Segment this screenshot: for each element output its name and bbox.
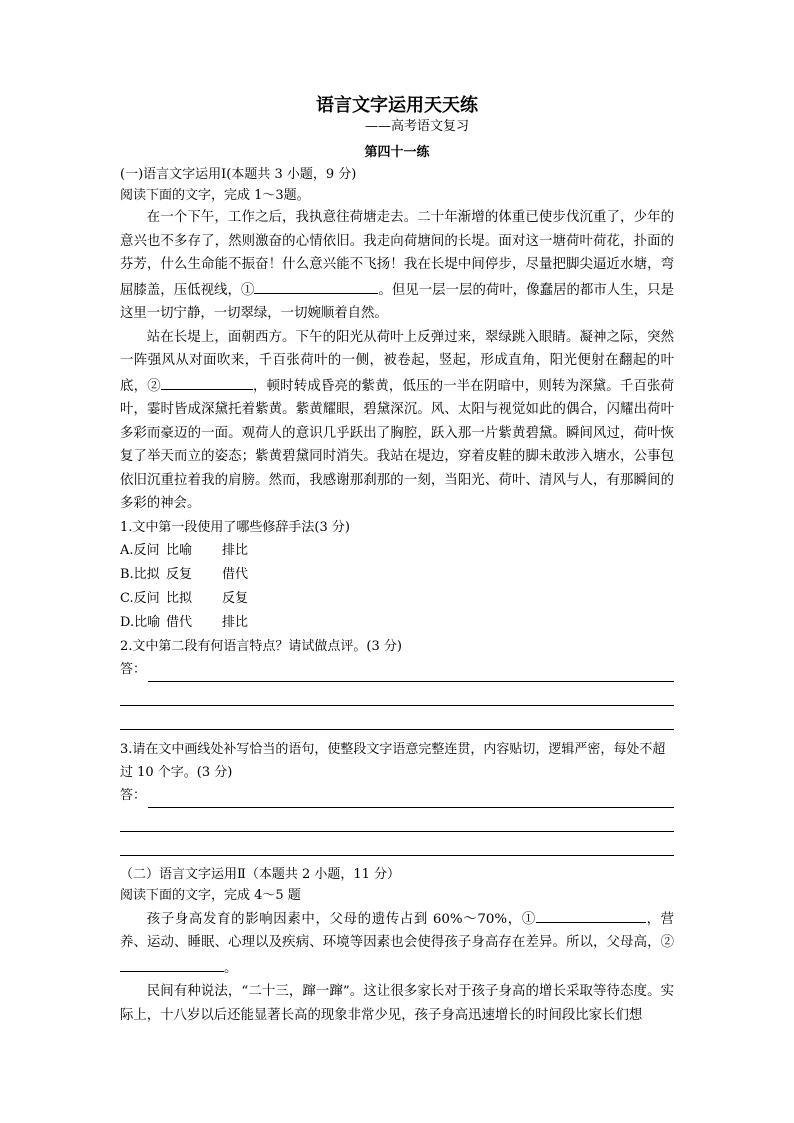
answer-2-line-2[interactable] (120, 682, 674, 706)
answer-2-line[interactable] (148, 667, 674, 682)
question-3: 3.请在文中画线处补写恰当的语句，使整段文字语意完整连贯，内容贴切，逻辑严密，每处不超过 10 个字。(3 分) (120, 741, 666, 780)
p2-para1-text-a: 孩子身高发育的影响因素中，父母的遗传占到 60%～70%， (146, 911, 522, 927)
part2-heading: （二）语言文字运用Ⅱ（本题共 2 小题，11 分） (120, 866, 401, 882)
option-d[interactable] (120, 611, 674, 635)
para1-text-a: 在一个下午，工作之后，我执意往荷塘走去。二十年渐增的体重已使步伐沉重了，少年的意兴也不多存了，然则激奋的心情依旧。我走向荷塘间的长堤。面对这一塘荷叶荷花，扑面的芬芳，什么生命能不振奋！什么意兴能不飞扬！我在长堤中间停步，尽量把脚尖逼近水塘，弯屈膝盖，压低视线， (120, 210, 674, 298)
p2-blank-marker-1: ① (521, 911, 536, 927)
fill-blank-1[interactable] (254, 277, 378, 294)
answer-3-row[interactable] (120, 785, 674, 808)
option-c-c: 反复 (222, 591, 249, 606)
p2-para1-text-b: ，营养、运动、睡眠、心理以及疾病、环境等因素也会使得孩子身高存在差异。所以，父母高， (120, 911, 675, 950)
option-c-b: 比拟 (166, 591, 193, 606)
option-b[interactable] (120, 563, 674, 587)
option-c-label: C.反问 (120, 591, 160, 606)
para2-text-a: 站在长堤上，面朝西方。下午的阳光从荷叶上反弹过来，翠绿跳入眼睛。凝神之际，突然一阵强风从对面吹来，千百张荷叶的一侧，被卷起，竖起，形成直角，阳光便射在翻起的叶底， (120, 329, 674, 394)
part1-heading: (一)语言文字运用Ⅰ(本题共 3 小题，9 分) (120, 167, 357, 182)
option-a[interactable] (120, 539, 674, 563)
option-b-c: 借代 (222, 567, 249, 582)
question-2: 2.文中第二段有何语言特点？请试做点评。(3 分) (120, 639, 402, 654)
question-1-options (120, 539, 674, 635)
document-title: 语言文字运用天天练 (316, 95, 478, 116)
option-a-label: A.反问 (120, 543, 160, 558)
answer-2-label: 答： (120, 662, 147, 677)
document-page (120, 94, 674, 1027)
question-1: 1.文中第一段使用了哪些修辞手法(3 分) (120, 519, 350, 535)
option-b-b: 反复 (166, 567, 193, 582)
para2-text-b: ，顿时转成昏亮的紫黄，低压的一半在阴暗中，则转为深黛。千百张荷叶，霎时皆成深黛托着紫黄。紫黄耀眼，碧黛深沉。风、太阳与视觉如此的偶合，闪耀出荷叶多彩而豪迈的一面。观荷人的意识几乎跃出了胸腔，跃入那一片紫黄碧黛。瞬间风过，荷叶恢复了举天而立的姿态；紫黄碧黛同时消失。我站在堤边，穿着皮鞋的脚未敢涉入塘水，公事包依旧沉重拉着我的肩膀。然而，我感谢那刹那的一刻，当阳光、荷叶、清风与人，有那瞬间的多彩的神会。 (120, 378, 675, 511)
part1-paragraph-2 (120, 326, 674, 516)
blank-marker-1: ① (240, 282, 255, 298)
answer-3-line[interactable] (148, 793, 674, 808)
option-d-label: D.比喻 (120, 615, 161, 630)
part1-paragraph-1 (120, 206, 674, 326)
option-a-b: 比喻 (166, 543, 193, 558)
lesson-number: 第四十一练 (364, 145, 430, 160)
p2-fill-blank-2[interactable] (120, 955, 224, 972)
fill-blank-2[interactable] (161, 373, 253, 390)
answer-3-label: 答： (120, 788, 147, 803)
para1-text-b: 。但见一层一层的荷叶，像蠢居的都市人生，只是这里一切宁静，一切翠绿，一切婉顺着自然。 (120, 282, 674, 321)
part2-instruction: 阅读下面的文字，完成 4～5 题 (120, 887, 301, 903)
part1-instruction: 阅读下面的文字，完成 1～3题。 (120, 188, 310, 203)
p2-fill-blank-1[interactable] (536, 906, 646, 923)
option-d-c: 排比 (222, 615, 249, 630)
answer-2-row[interactable] (120, 659, 674, 682)
answer-3-line-2[interactable] (120, 808, 674, 832)
option-a-c: 排比 (222, 543, 249, 558)
option-b-label: B.比拟 (120, 567, 160, 582)
answer-3-line-3[interactable] (120, 832, 674, 856)
blank-marker-2: ② (147, 378, 161, 394)
part2-paragraph-1 (120, 906, 674, 981)
answer-2-line-3[interactable] (120, 706, 674, 730)
part2-paragraph-2: 民间有种说法，“二十三，蹿一蹿”。这让很多家长对于孩子身高的增长采取等待态度。实际上，十八岁以后还能显著长高的现象非常少见，孩子身高迅速增长的时间段比家长们想 (120, 984, 674, 1023)
document-subtitle: ——高考语文复习 (364, 119, 469, 134)
p2-para1-text-c: 。 (224, 960, 238, 976)
p2-blank-marker-2: ② (660, 935, 674, 950)
option-d-b: 借代 (166, 615, 193, 630)
option-c[interactable] (120, 587, 674, 611)
